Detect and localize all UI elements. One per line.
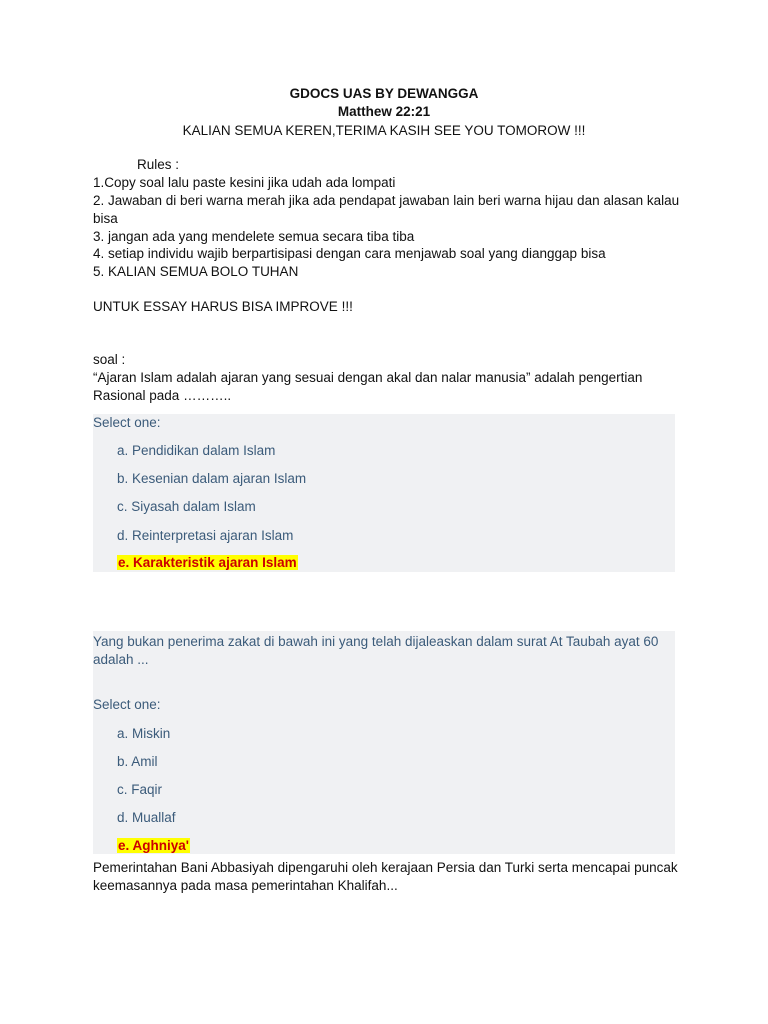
- question-2-option-d[interactable]: d. Muallaf: [117, 810, 176, 825]
- question-1-option-d[interactable]: d. Reinterpretasi ajaran Islam: [117, 528, 294, 543]
- question-2-option-a[interactable]: a. Miskin: [117, 726, 171, 741]
- question-1-option-c[interactable]: c. Siyasah dalam Islam: [117, 499, 256, 514]
- doc-subtitle: Matthew 22:21: [337, 104, 431, 119]
- rule-item-2: 2. Jawaban di beri warna merah jika ada pendapat jawaban lain beri warna hijau dan alasan kalau bisa: [93, 193, 680, 226]
- question-2-box: [93, 631, 675, 854]
- question-1-select-label: Select one:: [93, 415, 161, 430]
- rule-item-5: 5. KALIAN SEMUA BOLO TUHAN: [93, 264, 299, 279]
- question-3-text: Pemerintahan Bani Abbasiyah dipengaruhi oleh kerajaan Persia dan Turki serta mencapai puncak keemasannya pada masa pemerintahan Khalifah...: [93, 860, 678, 893]
- question-1-options-box: [93, 414, 675, 572]
- question-1-option-a[interactable]: a. Pendidikan dalam Islam: [117, 443, 276, 458]
- rule-item-3: 3. jangan ada yang mendelete semua secara tiba tiba: [93, 229, 415, 244]
- question-2-option-b[interactable]: b. Amil: [117, 754, 158, 769]
- question-1-text: “Ajaran Islam adalah ajaran yang sesuai dengan akal dan nalar manusia” adalah pengertian Rasional pada ………..: [93, 370, 643, 403]
- question-2-select-label: Select one:: [93, 697, 161, 712]
- question-2-answer-highlighted[interactable]: e. Aghniya': [118, 838, 189, 853]
- question-2-text: Yang bukan penerima zakat di bawah ini yang telah dijaleaskan dalam surat At Taubah ayat 60 adalah ...: [93, 634, 659, 667]
- doc-title: GDOCS UAS BY DEWANGGA: [289, 86, 479, 101]
- rules-label: Rules :: [137, 157, 180, 172]
- soal-label: soal :: [93, 352, 126, 367]
- essay-note: UNTUK ESSAY HARUS BISA IMPROVE !!!: [93, 299, 353, 314]
- question-1-answer-highlighted[interactable]: e. Karakteristik ajaran Islam: [118, 555, 297, 570]
- rule-item-1: 1.Copy soal lalu paste kesini jika udah ada lompati: [93, 175, 396, 190]
- rule-item-4: 4. setiap individu wajib berpartisipasi dengan cara menjawab soal yang dianggap bisa: [93, 246, 606, 261]
- question-1-option-b[interactable]: b. Kesenian dalam ajaran Islam: [117, 471, 307, 486]
- question-2-option-c[interactable]: c. Faqir: [117, 782, 163, 797]
- doc-tagline: KALIAN SEMUA KEREN,TERIMA KASIH SEE YOU TOMOROW !!!: [182, 123, 586, 138]
